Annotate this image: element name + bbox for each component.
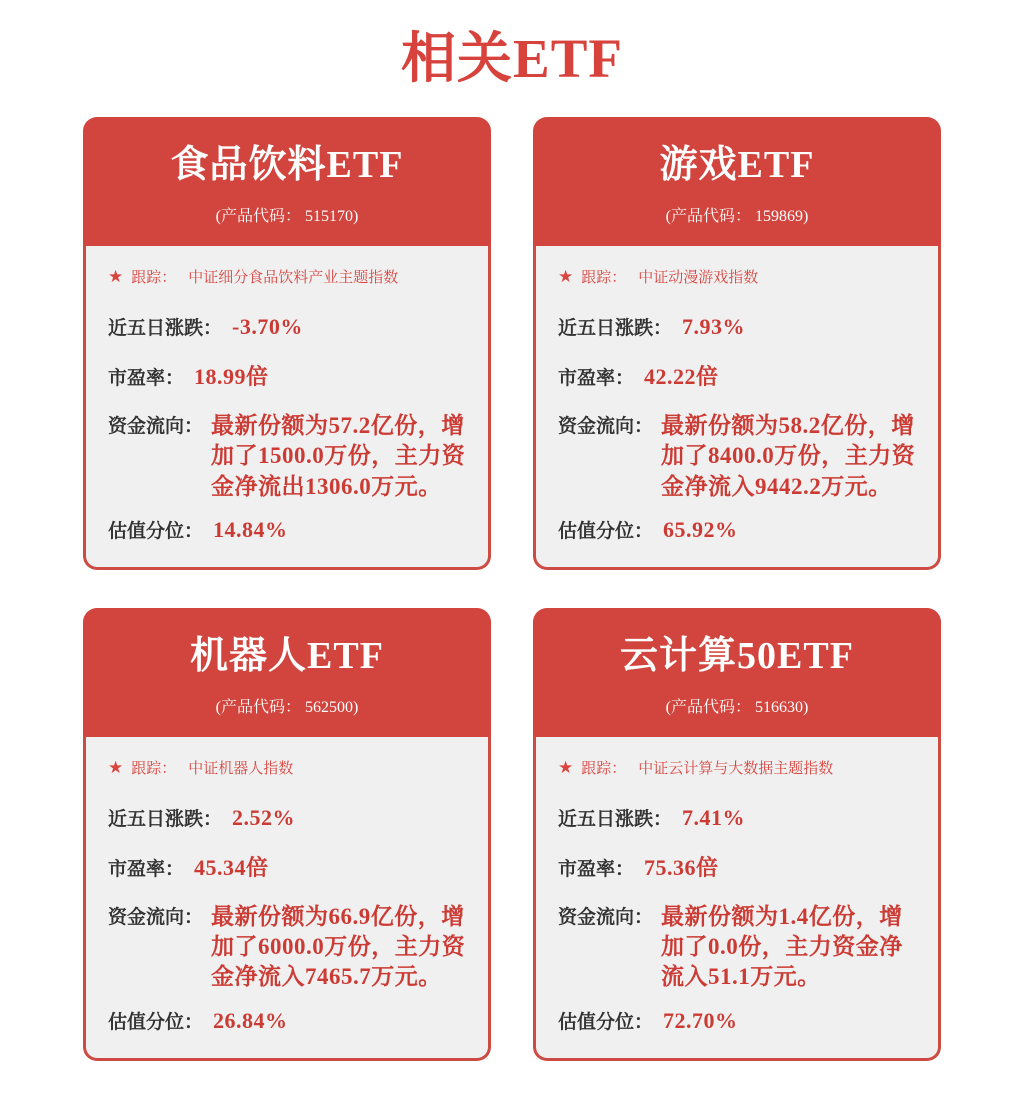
- metric-label: 市盈率：: [108, 367, 185, 389]
- metric-pe: [558, 360, 922, 391]
- metric-valuation: [108, 1007, 472, 1034]
- metric-valuation: [108, 516, 472, 543]
- card-body: [533, 737, 941, 1061]
- track-index: 中证云计算与大数据主题指数: [638, 759, 834, 777]
- track-label: 跟踪：: [131, 759, 177, 777]
- card-body: [83, 246, 491, 570]
- metric-value: 最新份额为1.4亿份，增加了0.0份，主力资金净流入51.1万元。: [661, 903, 903, 990]
- metric-change5d: [558, 313, 922, 340]
- metric-label: 资金流向：: [108, 906, 204, 928]
- metric-label: 市盈率：: [108, 858, 185, 880]
- track-index: 中证机器人指数: [188, 759, 294, 777]
- star-icon: ★: [558, 266, 574, 286]
- etf-card-food-beverage: [83, 117, 491, 570]
- etf-name: 游戏ETF: [659, 144, 815, 186]
- track-line: [108, 757, 472, 778]
- metric-value: 7.41%: [682, 804, 746, 830]
- metric-label: 估值分位：: [108, 1011, 204, 1033]
- metric-valuation: [558, 1007, 922, 1034]
- metric-change5d: [108, 804, 472, 831]
- metric-value: 45.34倍: [194, 854, 269, 880]
- metric-change5d: [558, 804, 922, 831]
- product-code: (产品代码： 159869): [665, 207, 809, 225]
- metric-label: 近五日涨跌：: [108, 317, 223, 339]
- star-icon: ★: [108, 757, 124, 777]
- metric-label: 近五日涨跌：: [108, 808, 223, 830]
- etf-card-robot: [83, 608, 491, 1061]
- metric-label: 近五日涨跌：: [558, 808, 673, 830]
- metric-label: 资金流向：: [558, 906, 654, 928]
- card-header: [533, 608, 941, 737]
- metric-label: 估值分位：: [108, 520, 204, 542]
- metric-value: 72.70%: [663, 1007, 738, 1033]
- metric-label: 估值分位：: [558, 520, 654, 542]
- metric-flow: [108, 902, 472, 993]
- etf-card-game: [533, 117, 941, 570]
- metric-value: 18.99倍: [194, 363, 269, 389]
- metric-pe: [558, 851, 922, 882]
- metric-label: 估值分位：: [558, 1011, 654, 1033]
- etf-name: 云计算50ETF: [620, 634, 854, 677]
- track-label: 跟踪：: [131, 268, 177, 286]
- card-header: [533, 117, 941, 246]
- track-index: 中证动漫游戏指数: [638, 268, 759, 286]
- track-label: 跟踪：: [581, 759, 627, 777]
- card-body: [533, 246, 941, 570]
- metric-label: 资金流向：: [558, 415, 654, 437]
- etf-name: 食品饮料ETF: [170, 144, 404, 186]
- etf-card-cloud-computing: [533, 608, 941, 1061]
- metric-value: 最新份额为58.2亿份，增加了8400.0万份，主力资金净流入9442.2万元。: [661, 412, 916, 499]
- metric-value: 75.36倍: [644, 854, 719, 880]
- metric-value: 42.22倍: [644, 363, 719, 389]
- metric-flow: [558, 902, 922, 993]
- metric-value: 7.93%: [682, 313, 746, 339]
- track-line: [558, 757, 922, 778]
- track-index: 中证细分食品饮料产业主题指数: [188, 268, 399, 286]
- etf-name: 机器人ETF: [190, 634, 384, 677]
- track-line: [108, 266, 472, 287]
- track-line: [558, 266, 922, 287]
- metric-flow: [558, 411, 922, 502]
- product-code: (产品代码： 562500): [215, 698, 359, 716]
- metric-label: 近五日涨跌：: [558, 317, 673, 339]
- metric-flow: [108, 411, 472, 502]
- metric-change5d: [108, 313, 472, 340]
- card-body: [83, 737, 491, 1061]
- metric-valuation: [558, 516, 922, 543]
- star-icon: ★: [108, 266, 124, 286]
- etf-card-grid: [83, 117, 941, 1061]
- metric-value: 2.52%: [232, 804, 296, 830]
- product-code: (产品代码： 516630): [665, 698, 809, 716]
- product-code: (产品代码： 515170): [215, 207, 359, 225]
- metric-label: 市盈率：: [558, 367, 635, 389]
- metric-value: 最新份额为57.2亿份，增加了1500.0万份，主力资金净流出1306.0万元。: [211, 412, 466, 499]
- track-label: 跟踪：: [581, 268, 627, 286]
- page-title: 相关ETF: [401, 28, 623, 89]
- metric-pe: [108, 360, 472, 391]
- card-header: [83, 608, 491, 737]
- metric-pe: [108, 851, 472, 882]
- star-icon: ★: [558, 757, 574, 777]
- metric-value: 26.84%: [213, 1007, 288, 1033]
- metric-value: 最新份额为66.9亿份，增加了6000.0万份，主力资金净流入7465.7万元。: [211, 903, 466, 990]
- metric-label: 市盈率：: [558, 858, 635, 880]
- metric-value: 14.84%: [213, 516, 288, 542]
- metric-value: -3.70%: [232, 313, 303, 339]
- metric-label: 资金流向：: [108, 415, 204, 437]
- card-header: [83, 117, 491, 246]
- metric-value: 65.92%: [663, 516, 738, 542]
